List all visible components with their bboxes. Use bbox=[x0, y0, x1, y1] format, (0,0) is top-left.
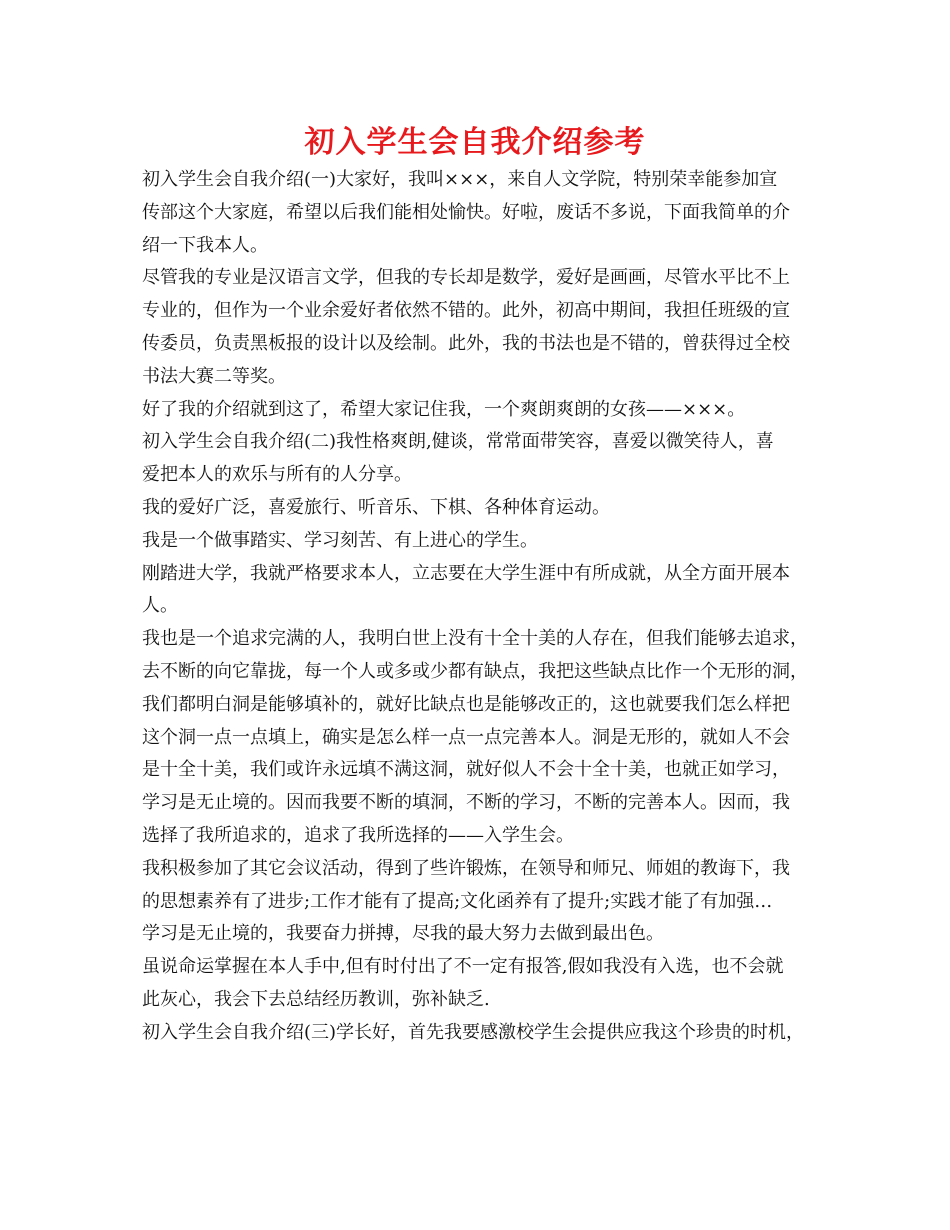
text-line: 的思想素养有了进步;工作才能有了提高;文化函养有了提升;实践才能了有加强… bbox=[142, 890, 773, 912]
text-line: 是十全十美，我们或许永远填不满这洞，就好似人不会十全十美，也就正如学习， bbox=[142, 759, 790, 781]
text-line: 我们都明白洞是能够填补的，就好比缺点也是能够改正的，这也就要我们怎么样把 bbox=[142, 693, 790, 715]
text-line: 我也是一个追求完满的人，我明白世上没有十全十美的人存在，但我们能够去追求， bbox=[142, 628, 808, 650]
text-line: 虽说命运掌握在本人手中,但有时付出了不一定有报答,假如我没有入选，也不会就 bbox=[142, 956, 784, 978]
text-line: 初入学生会自我介绍(三)学长好，首先我要感激校学生会提供应我这个珍贵的时机， bbox=[142, 1021, 805, 1043]
text-line: 初入学生会自我介绍(二)我性格爽朗,健谈，常常面带笑容，喜爱以微笑待人，喜 bbox=[142, 431, 774, 453]
text-line: 爱把本人的欢乐与所有的人分享。 bbox=[142, 464, 412, 486]
text-line: 我的爱好广泛，喜爱旅行、听音乐、下棋、各种体育运动。 bbox=[142, 496, 610, 518]
text-line: 专业的，但作为一个业余爱好者依然不错的。此外，初高中期间，我担任班级的宣 bbox=[142, 300, 790, 322]
text-line: 学习是无止境的。因而我要不断的填洞，不断的学习，不断的完善本人。因而，我 bbox=[142, 792, 790, 814]
text-line: 绍一下我本人。 bbox=[142, 234, 268, 256]
text-line: 刚踏进大学，我就严格要求本人，立志要在大学生涯中有所成就，从全方面开展本 bbox=[142, 562, 790, 584]
text-line: 初入学生会自我介绍(一)大家好，我叫×××，来自人文学院，特别荣幸能参加宣 bbox=[142, 169, 778, 190]
document-body bbox=[142, 164, 822, 1050]
document-title: 初入学生会自我介绍参考 bbox=[304, 125, 646, 160]
text-line: 传委员，负责黑板报的设计以及绘制。此外，我的书法也是不错的，曾获得过全校 bbox=[142, 332, 790, 354]
text-line: 尽管我的专业是汉语言文学，但我的专长却是数学，爱好是画画，尽管水平比不上 bbox=[142, 267, 790, 289]
text-line: 这个洞一点一点填上，确实是怎么样一点一点完善本人。洞是无形的，就如人不会 bbox=[142, 726, 790, 748]
text-line: 选择了我所追求的，追求了我所选择的——入学生会。 bbox=[142, 824, 574, 846]
text-line: 我是一个做事踏实、学习刻苦、有上进心的学生。 bbox=[142, 529, 538, 551]
text-line: 人。 bbox=[142, 595, 178, 617]
text-line: 好了我的介绍就到这了，希望大家记住我，一个爽朗爽朗的女孩——×××。 bbox=[142, 398, 746, 420]
text-line: 我积极参加了其它会议活动，得到了些许锻炼，在领导和师兄、师姐的教诲下，我 bbox=[142, 857, 790, 879]
text-line: 传部这个大家庭，希望以后我们能相处愉快。好啦，废话不多说，下面我简单的介 bbox=[142, 201, 790, 223]
text-line: 此灰心，我会下去总结经历教训，弥补缺乏. bbox=[142, 988, 490, 1010]
text-line: 书法大赛二等奖。 bbox=[142, 365, 286, 387]
text-line: 学习是无止境的，我要奋力拼搏，尽我的最大努力去做到最出色。 bbox=[142, 923, 664, 945]
text-line: 去不断的向它靠拢，每一个人或多或少都有缺点，我把这些缺点比作一个无形的洞， bbox=[142, 660, 808, 682]
